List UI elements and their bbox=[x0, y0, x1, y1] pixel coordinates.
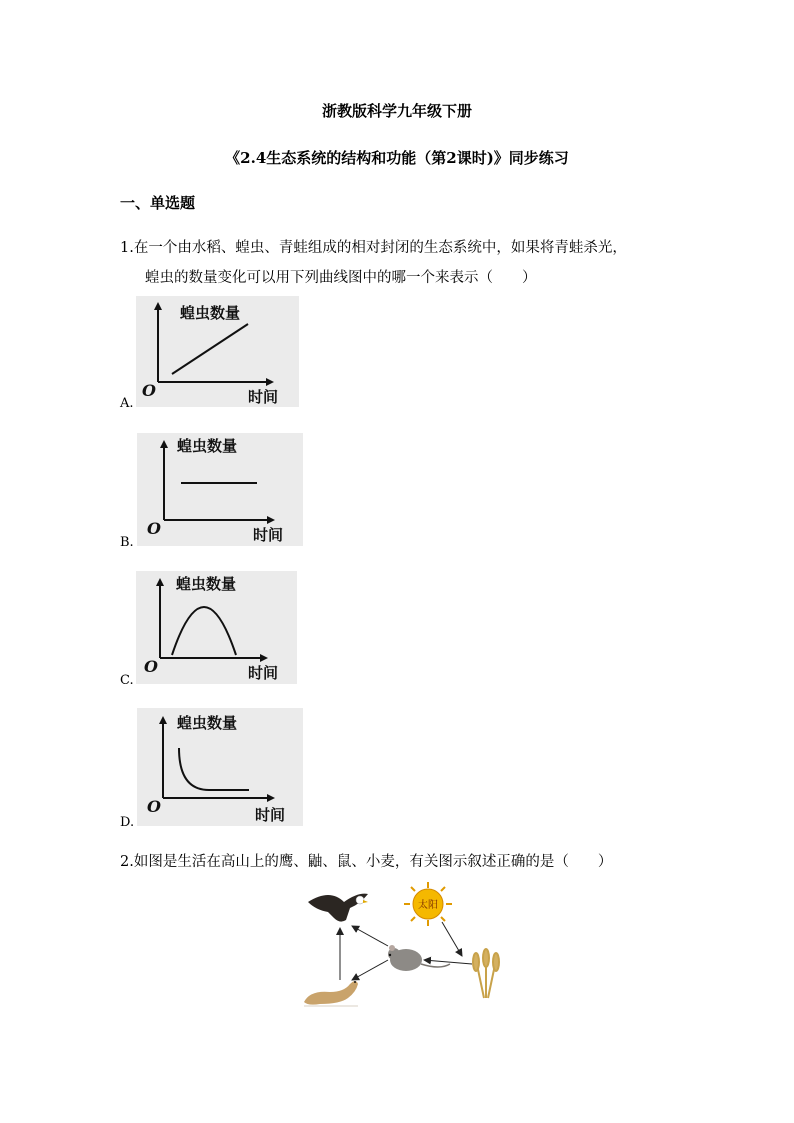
question-2-number: 2. bbox=[120, 854, 134, 870]
document-title: 浙教版科学九年级下册 bbox=[321, 102, 472, 120]
chart-ylabel: 蝗虫数量 bbox=[176, 575, 237, 593]
weasel-image bbox=[304, 981, 358, 1006]
section-heading: 一、单选题 bbox=[120, 194, 196, 212]
mouse-image bbox=[388, 945, 450, 971]
wheat-image bbox=[473, 949, 499, 998]
x-axis-arrow bbox=[267, 794, 275, 802]
document-subtitle: 《2.4生态系统的结构和功能（第2课时)》同步练习 bbox=[225, 149, 569, 167]
y-axis-arrow bbox=[156, 578, 164, 586]
option-c-label: C. bbox=[120, 673, 134, 688]
y-axis-arrow bbox=[154, 302, 162, 310]
option-a-chart bbox=[136, 296, 299, 407]
y-axis-arrow bbox=[160, 440, 168, 448]
option-a-label: A. bbox=[120, 396, 134, 411]
option-c-chart bbox=[136, 571, 297, 684]
sun-icon bbox=[404, 882, 452, 926]
chart-xlabel: 时间 bbox=[255, 806, 286, 824]
arrow-wheat-to-mouse bbox=[424, 960, 472, 964]
question-1-line-2: 蝗虫的数量变化可以用下列曲线图中的哪一个来表示（ ） bbox=[145, 270, 537, 286]
x-axis-arrow bbox=[260, 654, 268, 662]
option-d-chart bbox=[137, 708, 303, 826]
chart-ylabel: 蝗虫数量 bbox=[177, 714, 238, 732]
question-1-line-1 bbox=[120, 236, 627, 257]
chart-origin: O bbox=[147, 797, 161, 816]
option-d-label: D. bbox=[120, 815, 135, 830]
chart-xlabel: 时间 bbox=[248, 388, 279, 406]
curve-rise-then-fall bbox=[172, 607, 236, 655]
x-axis-arrow bbox=[266, 378, 274, 386]
food-web-diagram bbox=[300, 880, 510, 1015]
option-b-chart bbox=[137, 433, 303, 546]
sun-label: 太阳 bbox=[418, 900, 438, 911]
question-2 bbox=[120, 850, 612, 871]
curve-sharp-decline-then-level bbox=[179, 748, 249, 790]
arrow-mouse-to-eagle bbox=[352, 926, 388, 946]
question-1-number: 1. bbox=[120, 240, 134, 256]
chart-ylabel: 蝗虫数量 bbox=[180, 304, 241, 322]
y-axis-arrow bbox=[159, 716, 167, 724]
chart-xlabel: 时间 bbox=[248, 664, 279, 682]
option-b-label: B. bbox=[120, 535, 134, 550]
chart-origin: O bbox=[144, 657, 158, 676]
eagle-image bbox=[308, 894, 368, 922]
question-1-text-1: 在一个由水稻、蝗虫、青蛙组成的相对封闭的生态系统中，如果将青蛙杀光， bbox=[133, 240, 627, 256]
curve-linear-increase bbox=[172, 324, 248, 374]
chart-xlabel: 时间 bbox=[253, 526, 284, 544]
question-2-text: 如图是生活在高山上的鹰、鼬、鼠、小麦，有关图示叙述正确的是（ ） bbox=[133, 854, 613, 870]
arrow-sun-to-wheat bbox=[442, 922, 462, 956]
x-axis-arrow bbox=[267, 516, 275, 524]
arrow-mouse-to-weasel bbox=[352, 960, 388, 980]
chart-origin: O bbox=[147, 519, 161, 538]
chart-origin: O bbox=[142, 381, 156, 400]
chart-ylabel: 蝗虫数量 bbox=[177, 437, 238, 455]
